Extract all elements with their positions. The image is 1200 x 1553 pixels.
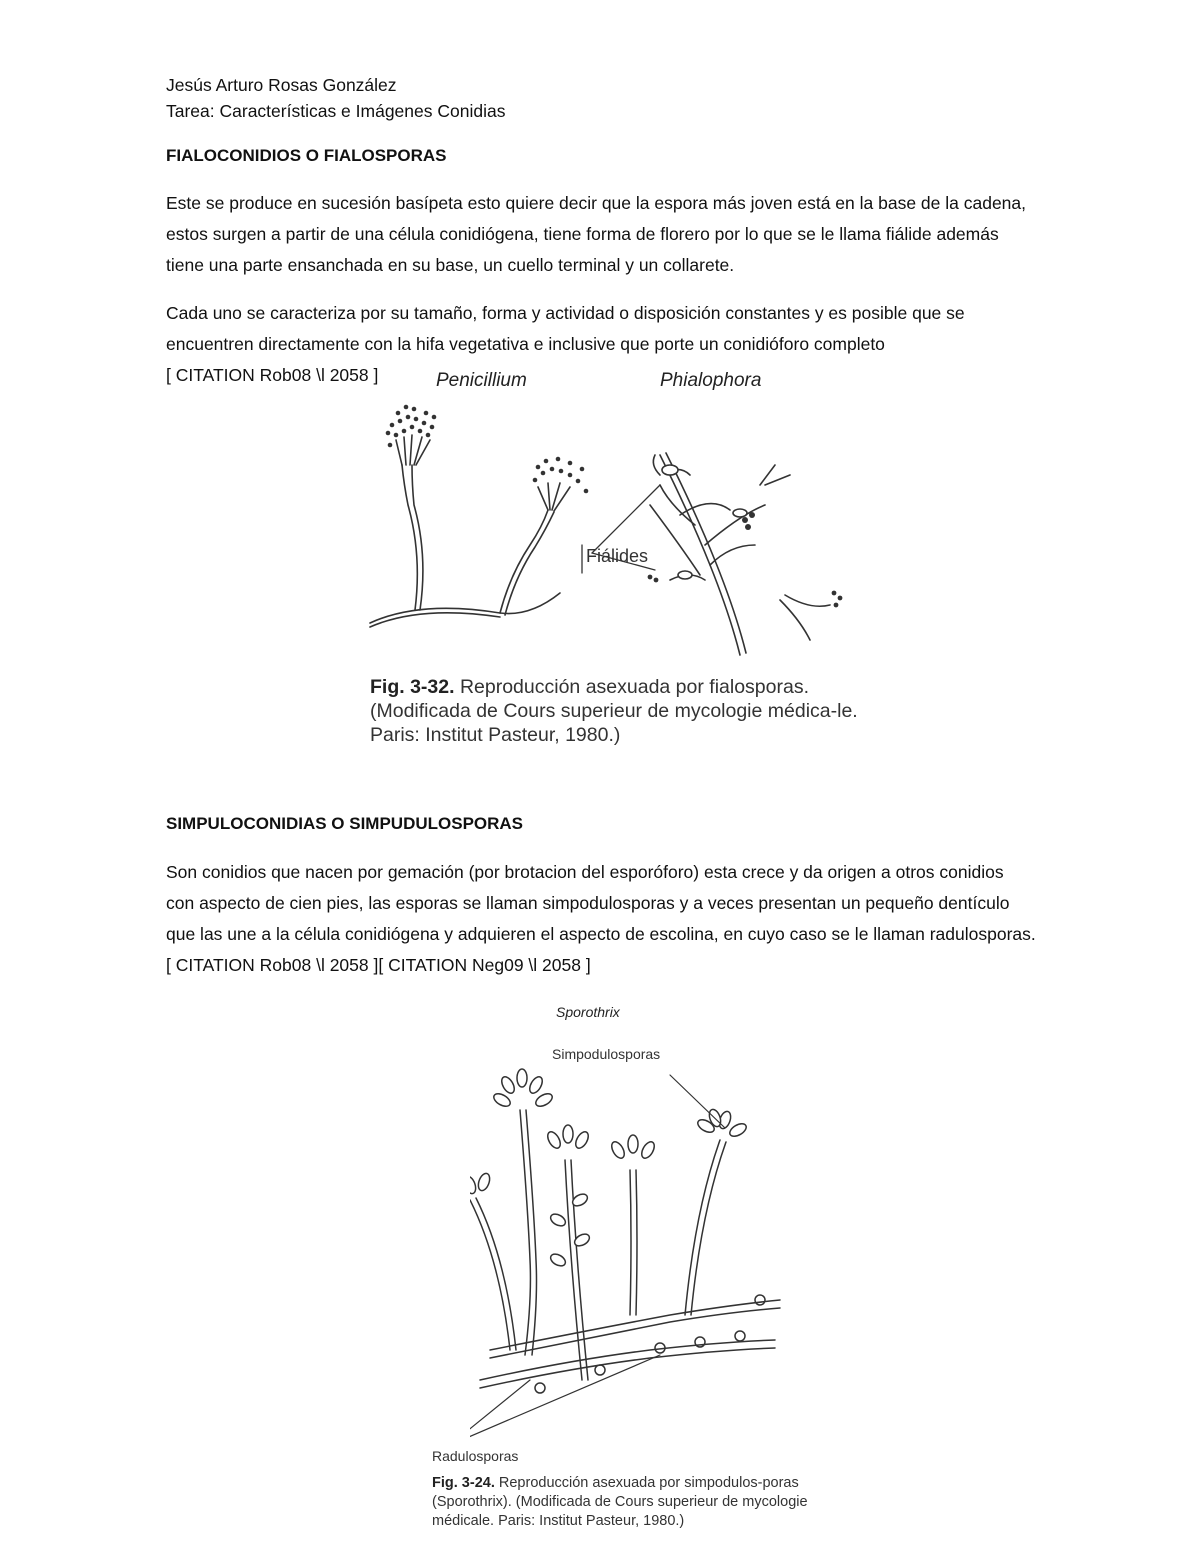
section1-citation: [ CITATION Rob08 \l 2058 ] bbox=[166, 365, 379, 385]
section1-heading: FIALOCONIDIOS O FIALOSPORAS bbox=[166, 146, 447, 165]
section2-paragraph1: Son conidios que nacen por gemación (por brotacion del esporóforo) esta crece y da origen a otros conidios con aspecto de cien pies, las esporas se llaman simpodulosporas y a veces presentan un pequeño dentículo que las une a la célula conidiógena y adquieren el aspecto de escolina, en cuyo caso se le llaman radulosporas.[ CITATION Rob08 \l 2058 ][ CITATION Neg09 \l 2058 ] bbox=[166, 862, 1036, 975]
section2-heading: SIMPULOCONIDIAS O SIMPUDULOSPORAS bbox=[166, 814, 524, 833]
figure2-caption-number: Fig. 3-24. bbox=[432, 1475, 495, 1491]
figure2-label-sporothrix: Sporothrix bbox=[556, 1004, 620, 1020]
figure1-label-fialides: Fiálides bbox=[586, 546, 649, 566]
figure2-label-radulosporas: Radulosporas bbox=[432, 1448, 519, 1464]
figure1-illustration bbox=[360, 395, 860, 665]
figure2-label-simpodulosporas: Simpodulosporas bbox=[552, 1046, 661, 1062]
section1-paragraph1: Este se produce en sucesión basípeta esto quiere decir que la espora más joven está en la base de la cadena, estos surgen a partir de una célula conidiógena, tiene forma de florero por lo que se le llama fiálide además tiene una parte ensanchada en su base, un cuello terminal y un collarete. bbox=[166, 193, 1027, 275]
figure1-caption-text: Reproducción asexuada por fialosporas. (Modificada de Cours superieur de mycologie médica-le. Paris: Institut Pasteur, 1980.) bbox=[370, 676, 858, 746]
figure2-caption-text: Reproducción asexuada por simpodulos-poras (Sporothrix). (Modificada de Cours superieur de mycologie médicale. Paris: Institut Pasteur, 1980.) bbox=[432, 1475, 808, 1529]
section1-paragraph2: Cada uno se caracteriza por su tamaño, forma y actividad o disposición constantes y es posible que se encuentren directamente con la hifa vegetativa e inclusive que porte un conidióforo completo bbox=[166, 303, 965, 354]
figure2-illustration bbox=[470, 1060, 790, 1440]
figure1-caption bbox=[370, 675, 870, 747]
author-name: Jesús Arturo Rosas González bbox=[166, 75, 397, 95]
figure1-label-phialophora: Phialophora bbox=[660, 370, 762, 391]
figure1-caption-number: Fig. 3-32. bbox=[370, 676, 455, 698]
figure2-caption bbox=[432, 1474, 812, 1531]
figure1-label-penicillium: Penicillium bbox=[436, 370, 527, 391]
task-title: Tarea: Características e Imágenes Conidias bbox=[166, 101, 506, 121]
